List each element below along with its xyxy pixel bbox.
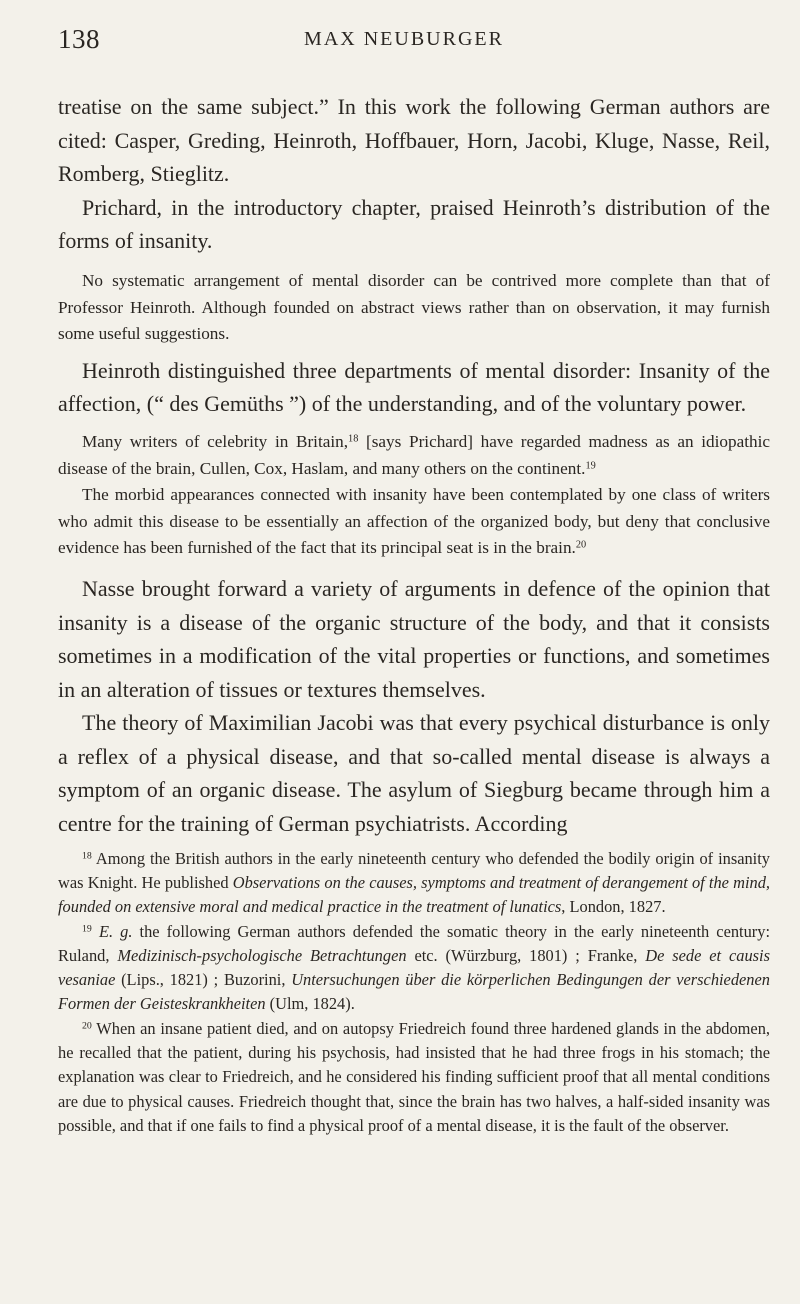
footnote-title: Observations on the causes, symptoms and treatment of derangement of the mind, founded on extensive moral and medical practice in the treatment of lunatics — [58, 872, 770, 917]
footnote-ref-18: 18 — [348, 433, 359, 445]
footnote-text: (Ulm, 1824). — [265, 994, 355, 1014]
footnote-text: Among the British authors in the early nineteenth century who defended the bodily origin of insanity was Knight. He published — [58, 848, 770, 892]
running-head — [58, 28, 770, 51]
footnote-20 — [58, 1017, 770, 1138]
page-header — [58, 24, 770, 54]
footnote-text: (Lips., 1821) ; Buzorini, — [115, 970, 292, 990]
footnote-title: De sede et causis vesaniae — [58, 945, 770, 990]
paragraph-continuation: treatise on the same subject.” In this work the following German authors are cited: Casper, Greding, Heinroth, Hoffbauer, Horn, Jacobi, Kluge, Nasse, Reil, Romberg, Stieglitz. — [58, 94, 770, 187]
paragraph-heinroth: Heinroth distinguished three departments of mental disorder: Insanity of the affection, (“ des Gemüths ”) of the understanding, and of the voluntary power. — [58, 357, 770, 417]
footnote-text: the following German authors defended the somatic theory in the early nineteenth century: Ruland, — [58, 921, 770, 965]
footnote-title: Untersuchungen über die körperlichen Bedingungen der verschiedenen Formen der Geisteskrankheiten — [58, 970, 770, 1014]
block-quote-prichard: No systematic arrangement of mental disorder can be contrived more complete than that of Professor Heinroth. Although founded on abstract views rather than on observation, it may furnish some useful suggestions. — [58, 270, 770, 344]
quote-text: [says Prichard] have regarded madness as an idiopathic disease of the brain, Cullen, Cox, Haslam, and many others on the continent. — [58, 431, 771, 478]
quote-text: Many writers of celebrity in Britain, — [82, 431, 349, 451]
footnotes — [58, 847, 770, 1139]
block-quote-morbid — [58, 482, 770, 562]
footnote-ref-19: 19 — [585, 459, 596, 471]
quote-text: The morbid appearances connected with insanity have been contemplated by one class of writers who admit this disease to be essentially an affection of the organized body, but deny that conclusive evidence has been furnished of the fact that its principal seat is in the brain. — [58, 485, 770, 558]
paragraph-prichard: Prichard, in the introductory chapter, praised Heinroth’s distribution of the forms of insanity. — [58, 194, 770, 254]
footnote-abbrev: E. g. — [98, 921, 133, 941]
footnote-text: etc. (Würzburg, 1801) ; Franke, — [406, 945, 646, 965]
running-head-text: MAX NEUBURGER — [304, 28, 504, 50]
footnote-text: , London, 1827. — [561, 897, 666, 917]
footnote-ref-20: 20 — [575, 539, 587, 551]
footnote-number: 19 — [82, 923, 92, 935]
paragraph-nasse: Nasse brought forward a variety of arguments in defence of the opinion that insanity is a disease of the organic structure of the body, and that it consists sometimes in a modification of the vital properties or functions, and sometimes in an alteration of tissues or textures themselves. — [58, 575, 770, 702]
footnote-number: 18 — [82, 850, 92, 862]
body-text — [58, 90, 770, 1138]
paragraph-jacobi: The theory of Maximilian Jacobi was that every psychical disturbance is only a reflex of a physical disease, and that so-called mental disease is always a symptom of an organic disease. The asylum of Siegburg became through him a centre for the training of German psychiatrists. According — [58, 710, 770, 837]
footnote-title: Medizinisch-psychologische Betrachtungen — [117, 945, 407, 965]
block-quote-britain — [58, 429, 770, 482]
footnote-18 — [58, 847, 770, 920]
footnote-number: 20 — [82, 1020, 92, 1032]
footnote-text: When an insane patient died, and on autopsy Friedreich found three hardened glands in the abdomen, he recalled that the patient, during his psychosis, had insisted that he had three frogs in his stomach; the explanation was clear to Friedreich, and he considered his finding sufficient proof that all mental conditions are due to physical causes. Friedreich thought that, since the brain has two halves, a half-sided insanity was possible, and that if one fails to find a physical proof of a mental disease, it is the fault of the observer. — [58, 1018, 770, 1135]
page-number: 138 — [58, 24, 100, 54]
footnote-19 — [58, 920, 770, 1017]
